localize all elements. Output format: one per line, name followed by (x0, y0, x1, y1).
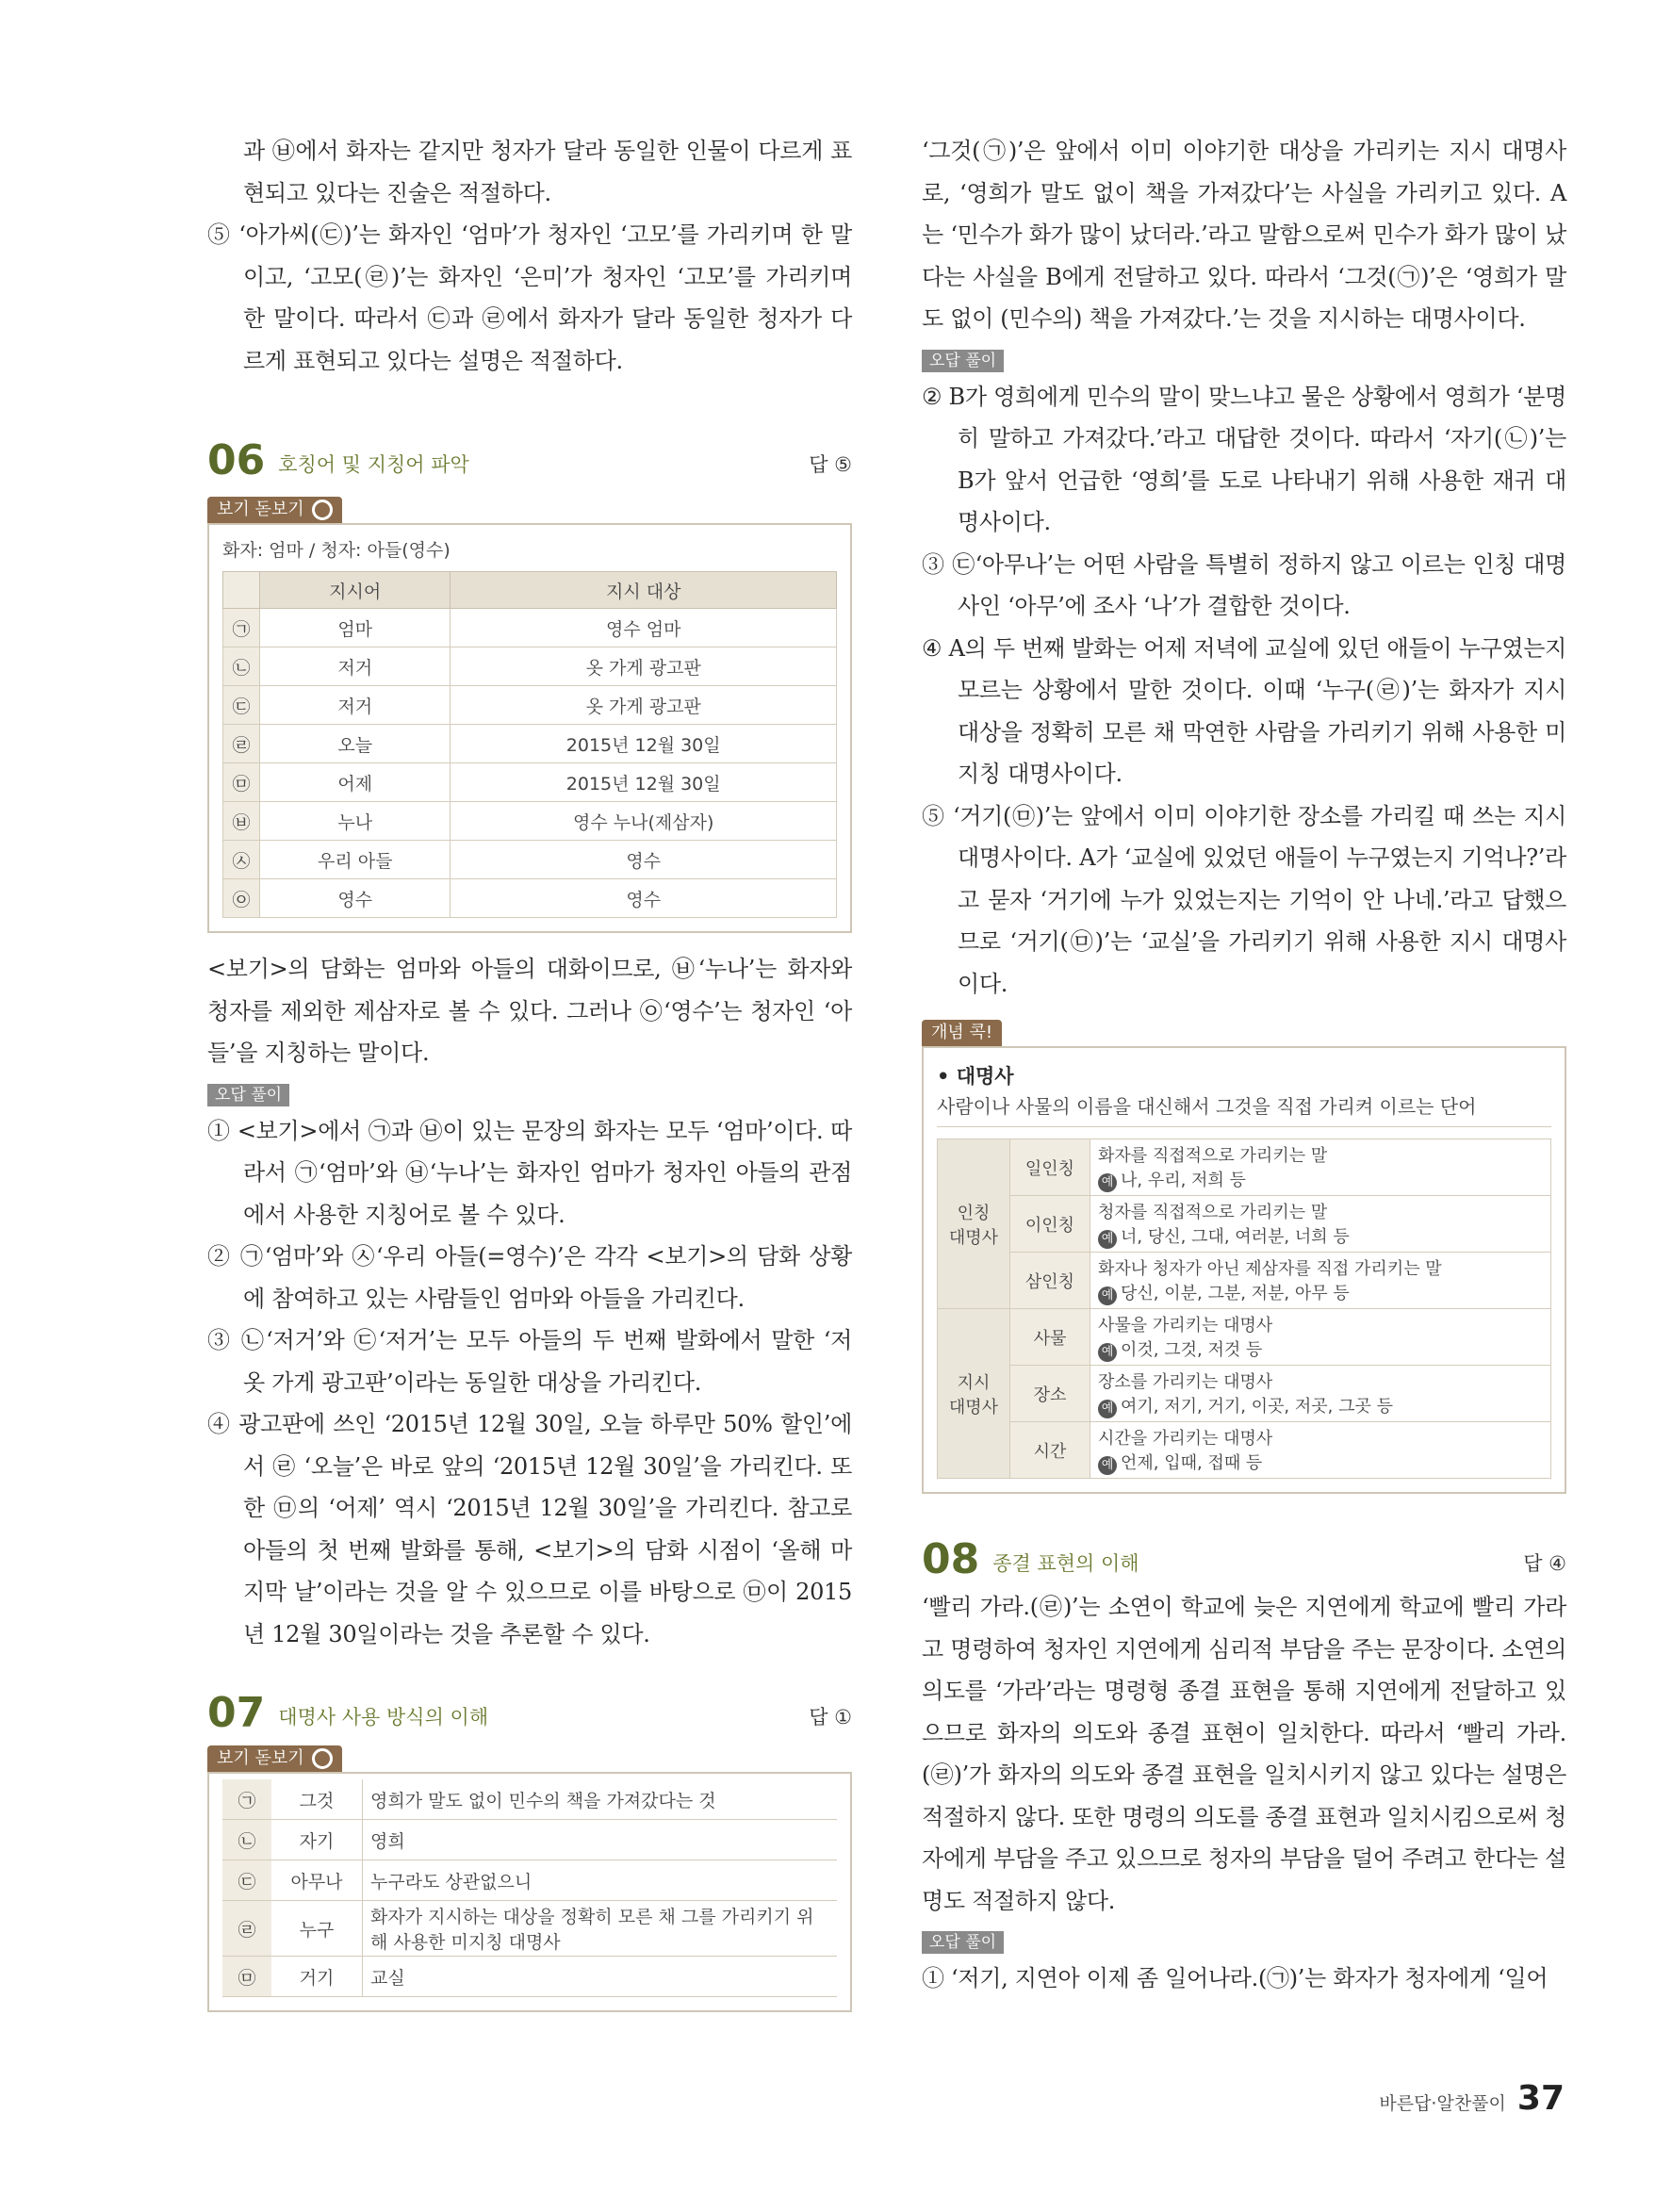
section-number: 07 (207, 1689, 266, 1737)
group-name: 지시 대명사 (938, 1309, 1010, 1479)
example-icon: 예 (1098, 1343, 1117, 1362)
example-text: 너, 당신, 그대, 여러분, 너희 등 (1121, 1227, 1350, 1247)
footer-text: 바른답·알찬풀이 (1379, 2093, 1506, 2114)
sub-desc (1090, 1253, 1551, 1309)
s06-body: <보기>의 담화는 엄마와 아들의 대화이므로, ㉥‘누나’는 화자와 청자를 제외한 제삼자로 볼 수 있다. 그러나 ㉧‘영수’는 청자인 ‘아들’을 지칭하는 말이다. (207, 956, 852, 1066)
odap-tag: 오답 풀이 (207, 1084, 289, 1106)
page-number: 37 (1516, 2079, 1565, 2118)
row-word: 누나 (260, 802, 451, 841)
left-intro-2: ⑤ ‘아가씨(㉢)’는 화자인 ‘엄마’가 청자인 ‘고모’를 가리키며 한 말이고, ‘고모(㉣)’는 화자인 ‘은미’가 청자인 ‘고모’를 가리키며 한 말이다. 따라서 ㉢과 ㉣에서 화자가 달라 동일한 청자가 다르게 표현되고 있다는 설명은 적절하다. (207, 221, 852, 374)
right-item-2: ② B가 영희에게 민수의 말이 맞느냐고 물은 상황에서 영희가 ‘분명히 말하고 가져갔다.’라고 대답한 것이다. 따라서 ‘자기(㉡)’는 B가 앞서 언급한 ‘영희’를 도로 나타내기 위해 사용한 재귀 대명사이다. (922, 383, 1566, 535)
row-target: 옷 가게 광고판 (451, 647, 837, 686)
concept-desc: 사람이나 사물의 이름을 대신해서 그것을 직접 가리켜 이르는 단어 (937, 1091, 1551, 1127)
row-word: 우리 아들 (260, 841, 451, 879)
table-row (938, 1366, 1551, 1422)
box-label (207, 497, 342, 523)
row-word: 거기 (271, 1957, 363, 1997)
sub-name: 시간 (1010, 1422, 1090, 1479)
s06-item-1: ① <보기>에서 ㉠과 ㉥이 있는 문장의 화자는 모두 ‘엄마’이다. 따라서 ㉠‘엄마’와 ㉥‘누나’는 화자인 엄마가 청자인 아들의 관점에서 사용한 지칭어로 볼 수 있다. (207, 1117, 852, 1228)
row-target: 영수 (451, 841, 837, 879)
row-word: 오늘 (260, 725, 451, 763)
row-word: 저거 (260, 686, 451, 725)
row-key: ㉣ (222, 1901, 271, 1957)
sub-name: 일인칭 (1010, 1139, 1090, 1196)
sub-desc (1090, 1139, 1551, 1196)
row-key: ㉥ (223, 802, 260, 841)
table-row (223, 647, 837, 686)
desc-text: 시간을 가리키는 대명사 (1098, 1429, 1273, 1449)
section-answer: 답 ④ (1523, 1552, 1566, 1575)
s06-item-4: ④ 광고판에 쓰인 ‘2015년 12월 30일, 오늘 하루만 50% 할인’에서 ㉣ ‘오늘’은 바로 앞의 ‘2015년 12월 30일’을 가리킨다. 또한 ㉤의 ‘어제’ 역시 ‘2015년 12월 30일’을 가리킨다. 참고로 아들의 첫 번째 발화를 통해, <보기>의 담화 시점이 ‘올해 마지막 날’이라는 것을 알 수 있으므로 이를 바탕으로 ㉤이 2015년 12월 30일이라는 것을 추론할 수 있다. (207, 1411, 852, 1647)
table-row (223, 802, 837, 841)
desc-text: 청자를 직접적으로 가리키는 말 (1098, 1203, 1328, 1222)
row-target: 2015년 12월 30일 (451, 725, 837, 763)
row-word: 아무나 (271, 1860, 363, 1901)
table-row (222, 1779, 837, 1820)
odap-tag: 오답 풀이 (922, 350, 1004, 372)
example-icon: 예 (1098, 1230, 1117, 1249)
table-07 (222, 1779, 837, 1997)
section-answer: 답 ① (809, 1706, 852, 1729)
box-sub: 화자: 엄마 / 청자: 아들(영수) (222, 540, 451, 561)
table-row (222, 1820, 837, 1860)
desc-text: 장소를 가리키는 대명사 (1098, 1372, 1273, 1392)
box-label (207, 1745, 342, 1772)
table-row (223, 609, 837, 647)
sub-name: 사물 (1010, 1309, 1090, 1366)
row-word: 누구 (271, 1901, 363, 1957)
right-item-3: ③ ㉢‘아무나’는 어떤 사람을 특별히 정하지 않고 이르는 인칭 대명사인 ‘아무’에 조사 ‘나’가 결합한 것이다. (922, 550, 1566, 619)
box-label-text: 보기 돋보기 (217, 1748, 304, 1768)
row-key: ㉡ (222, 1820, 271, 1860)
example-icon: 예 (1098, 1173, 1117, 1192)
row-key: ㉠ (223, 609, 260, 647)
s06-item-2: ② ㉠‘엄마’와 ㉦‘우리 아들(=영수)’은 각각 <보기>의 담화 상황에 참여하고 있는 사람들인 엄마와 아들을 가리킨다. (207, 1243, 852, 1312)
row-word: 영수 (260, 879, 451, 918)
magnifier-icon (312, 500, 333, 520)
row-desc: 누구라도 상관없으니 (363, 1860, 838, 1901)
row-key: ㉤ (222, 1957, 271, 1997)
example-icon: 예 (1098, 1286, 1117, 1305)
box-label-text: 보기 돋보기 (217, 500, 304, 519)
row-key: ㉠ (222, 1779, 271, 1820)
table-row (222, 1957, 837, 1997)
row-key: ㉧ (223, 879, 260, 918)
s08-item-1: ① ‘저기, 지연아 이제 좀 일어나라.(㉠)’는 화자가 청자에게 ‘일어 (922, 1965, 1548, 1991)
table-corner (223, 572, 260, 609)
row-key: ㉦ (223, 841, 260, 879)
example-text: 당신, 이분, 그분, 저분, 아무 등 (1121, 1284, 1350, 1303)
table-row (938, 1196, 1551, 1253)
row-key: ㉡ (223, 647, 260, 686)
sub-desc (1090, 1309, 1551, 1366)
box-07 (207, 1772, 852, 2012)
desc-text: 화자를 직접적으로 가리키는 말 (1098, 1146, 1328, 1166)
table-header: 지시 대상 (451, 572, 837, 609)
group-name: 인칭 대명사 (938, 1139, 1010, 1309)
example-icon: 예 (1098, 1456, 1117, 1475)
table-row (938, 1139, 1551, 1196)
sub-desc (1090, 1366, 1551, 1422)
table-row (938, 1253, 1551, 1309)
section-number: 08 (922, 1535, 980, 1583)
sub-name: 장소 (1010, 1366, 1090, 1422)
row-desc: 교실 (363, 1957, 838, 1997)
row-desc: 화자가 지시하는 대상을 정확히 모른 채 그를 가리키기 위해 사용한 미지칭 대명사 (363, 1901, 838, 1957)
table-row (938, 1422, 1551, 1479)
left-column (207, 130, 852, 2012)
row-word: 자기 (271, 1820, 363, 1860)
row-word: 그것 (271, 1779, 363, 1820)
section-title: 종결 표현의 이해 (992, 1552, 1139, 1575)
row-word: 저거 (260, 647, 451, 686)
row-target: 영수 누나(제삼자) (451, 802, 837, 841)
table-header: 지시어 (260, 572, 451, 609)
table-row (223, 725, 837, 763)
right-item-5: ⑤ ‘거기(㉤)’는 앞에서 이미 이야기한 장소를 가리킬 때 쓰는 지시 대명사이다. A가 ‘교실에 있었던 애들이 누구였는지 기억나?’라고 묻자 ‘거기에 누가 있었는지는 기억이 안 나네.’라고 답했으므로 ‘거기(㉤)’는 ‘교실’을 가리키기 위해 사용한 지시 대명사이다. (922, 802, 1566, 997)
sub-desc (1090, 1422, 1551, 1479)
table-row (223, 841, 837, 879)
s08-body: ‘빨리 가라.(㉣)’는 소연이 학교에 늦은 지연에게 학교에 빨리 가라고 명령하여 청자인 지연에게 심리적 부담을 주는 문장이다. 소연의 의도를 ‘가라’라는 명령형 종결 표현을 통해 지연에게 전달하고 있으므로 화자의 의도와 종결 표현이 일치한다. 따라서 ‘빨리 가라.(㉣)’가 화자의 의도와 종결 표현을 일치시키지 않고 있다는 설명은 적절하지 않다. 또한 명령의 의도를 종결 표현과 일치시킴으로써 청자에게 부담을 주고 있으므로 청자의 부담을 덜어 주려고 한다는 설명도 적절하지 않다. (922, 1594, 1566, 1914)
table-06 (222, 571, 837, 918)
desc-text: 사물을 가리키는 대명사 (1098, 1316, 1273, 1335)
concept-table (937, 1139, 1551, 1479)
magnifier-icon (312, 1748, 333, 1769)
row-key: ㉢ (222, 1860, 271, 1901)
example-text: 나, 우리, 저희 등 (1121, 1171, 1246, 1190)
table-row (223, 686, 837, 725)
table-row (222, 1860, 837, 1901)
s06-item-3: ③ ㉡‘저거’와 ㉢‘저거’는 모두 아들의 두 번째 발화에서 말한 ‘저 옷 가게 광고판’이라는 동일한 대상을 가리킨다. (207, 1327, 852, 1396)
sub-name: 이인칭 (1010, 1196, 1090, 1253)
row-target: 영수 엄마 (451, 609, 837, 647)
right-column (922, 130, 1566, 2000)
concept-box (922, 1046, 1566, 1494)
table-row (223, 763, 837, 802)
section-07-header (207, 1691, 852, 1736)
sub-desc (1090, 1196, 1551, 1253)
table-row (938, 1309, 1551, 1366)
table-row (223, 879, 837, 918)
sub-name: 삼인칭 (1010, 1253, 1090, 1309)
row-target: 2015년 12월 30일 (451, 763, 837, 802)
right-intro: ‘그것(㉠)’은 앞에서 이미 이야기한 대상을 가리키는 지시 대명사로, ‘영희가 말도 없이 책을 가져갔다’는 사실을 가리키고 있다. A는 ‘민수가 화가 많이 났더라.’라고 말함으로써 민수가 화가 많이 났다는 사실을 B에게 전달하고 있다. 따라서 ‘그것(㉠)’은 ‘영희가 말도 없이 (민수의) 책을 가져갔다.’는 것을 지시하는 대명사이다. (922, 138, 1566, 332)
row-target: 영수 (451, 879, 837, 918)
section-08-header (922, 1537, 1566, 1582)
right-item-4: ④ A의 두 번째 발화는 어제 저녁에 교실에 있던 애들이 누구였는지 모르는 상황에서 말한 것이다. 이때 ‘누구(㉣)’는 화자가 지시 대상을 정확히 모른 채 막연한 사람을 가리키기 위해 사용한 미지칭 대명사이다. (922, 634, 1566, 787)
example-text: 이것, 그것, 저것 등 (1121, 1340, 1263, 1360)
example-text: 여기, 저기, 거기, 이곳, 저곳, 그곳 등 (1121, 1397, 1393, 1417)
odap-tag: 오답 풀이 (922, 1931, 1004, 1954)
row-key: ㉤ (223, 763, 260, 802)
section-answer: 답 ⑤ (809, 453, 852, 476)
concept-label: 개념 콕! (922, 1020, 1002, 1046)
example-text: 언제, 입때, 접때 등 (1121, 1453, 1263, 1473)
row-key: ㉢ (223, 686, 260, 725)
section-title: 호칭어 및 지칭어 파악 (278, 453, 469, 476)
page-footer (1379, 2079, 1565, 2118)
desc-text: 화자나 청자가 아닌 제삼자를 직접 가리키는 말 (1098, 1259, 1442, 1279)
row-target: 옷 가게 광고판 (451, 686, 837, 725)
section-06-header (207, 438, 852, 483)
table-row (222, 1901, 837, 1957)
section-title: 대명사 사용 방식의 이해 (278, 1706, 489, 1729)
row-desc: 영희가 말도 없이 민수의 책을 가져갔다는 것 (363, 1779, 838, 1820)
section-number: 06 (207, 436, 266, 484)
concept-head: • 대명사 (937, 1065, 1014, 1088)
row-word: 어제 (260, 763, 451, 802)
example-icon: 예 (1098, 1400, 1117, 1418)
left-intro-1: 과 ㉥에서 화자는 같지만 청자가 달라 동일한 인물이 다르게 표현되고 있다는 진술은 적절하다. (243, 138, 852, 206)
row-desc: 영희 (363, 1820, 838, 1860)
box-06 (207, 523, 852, 933)
row-key: ㉣ (223, 725, 260, 763)
row-word: 엄마 (260, 609, 451, 647)
